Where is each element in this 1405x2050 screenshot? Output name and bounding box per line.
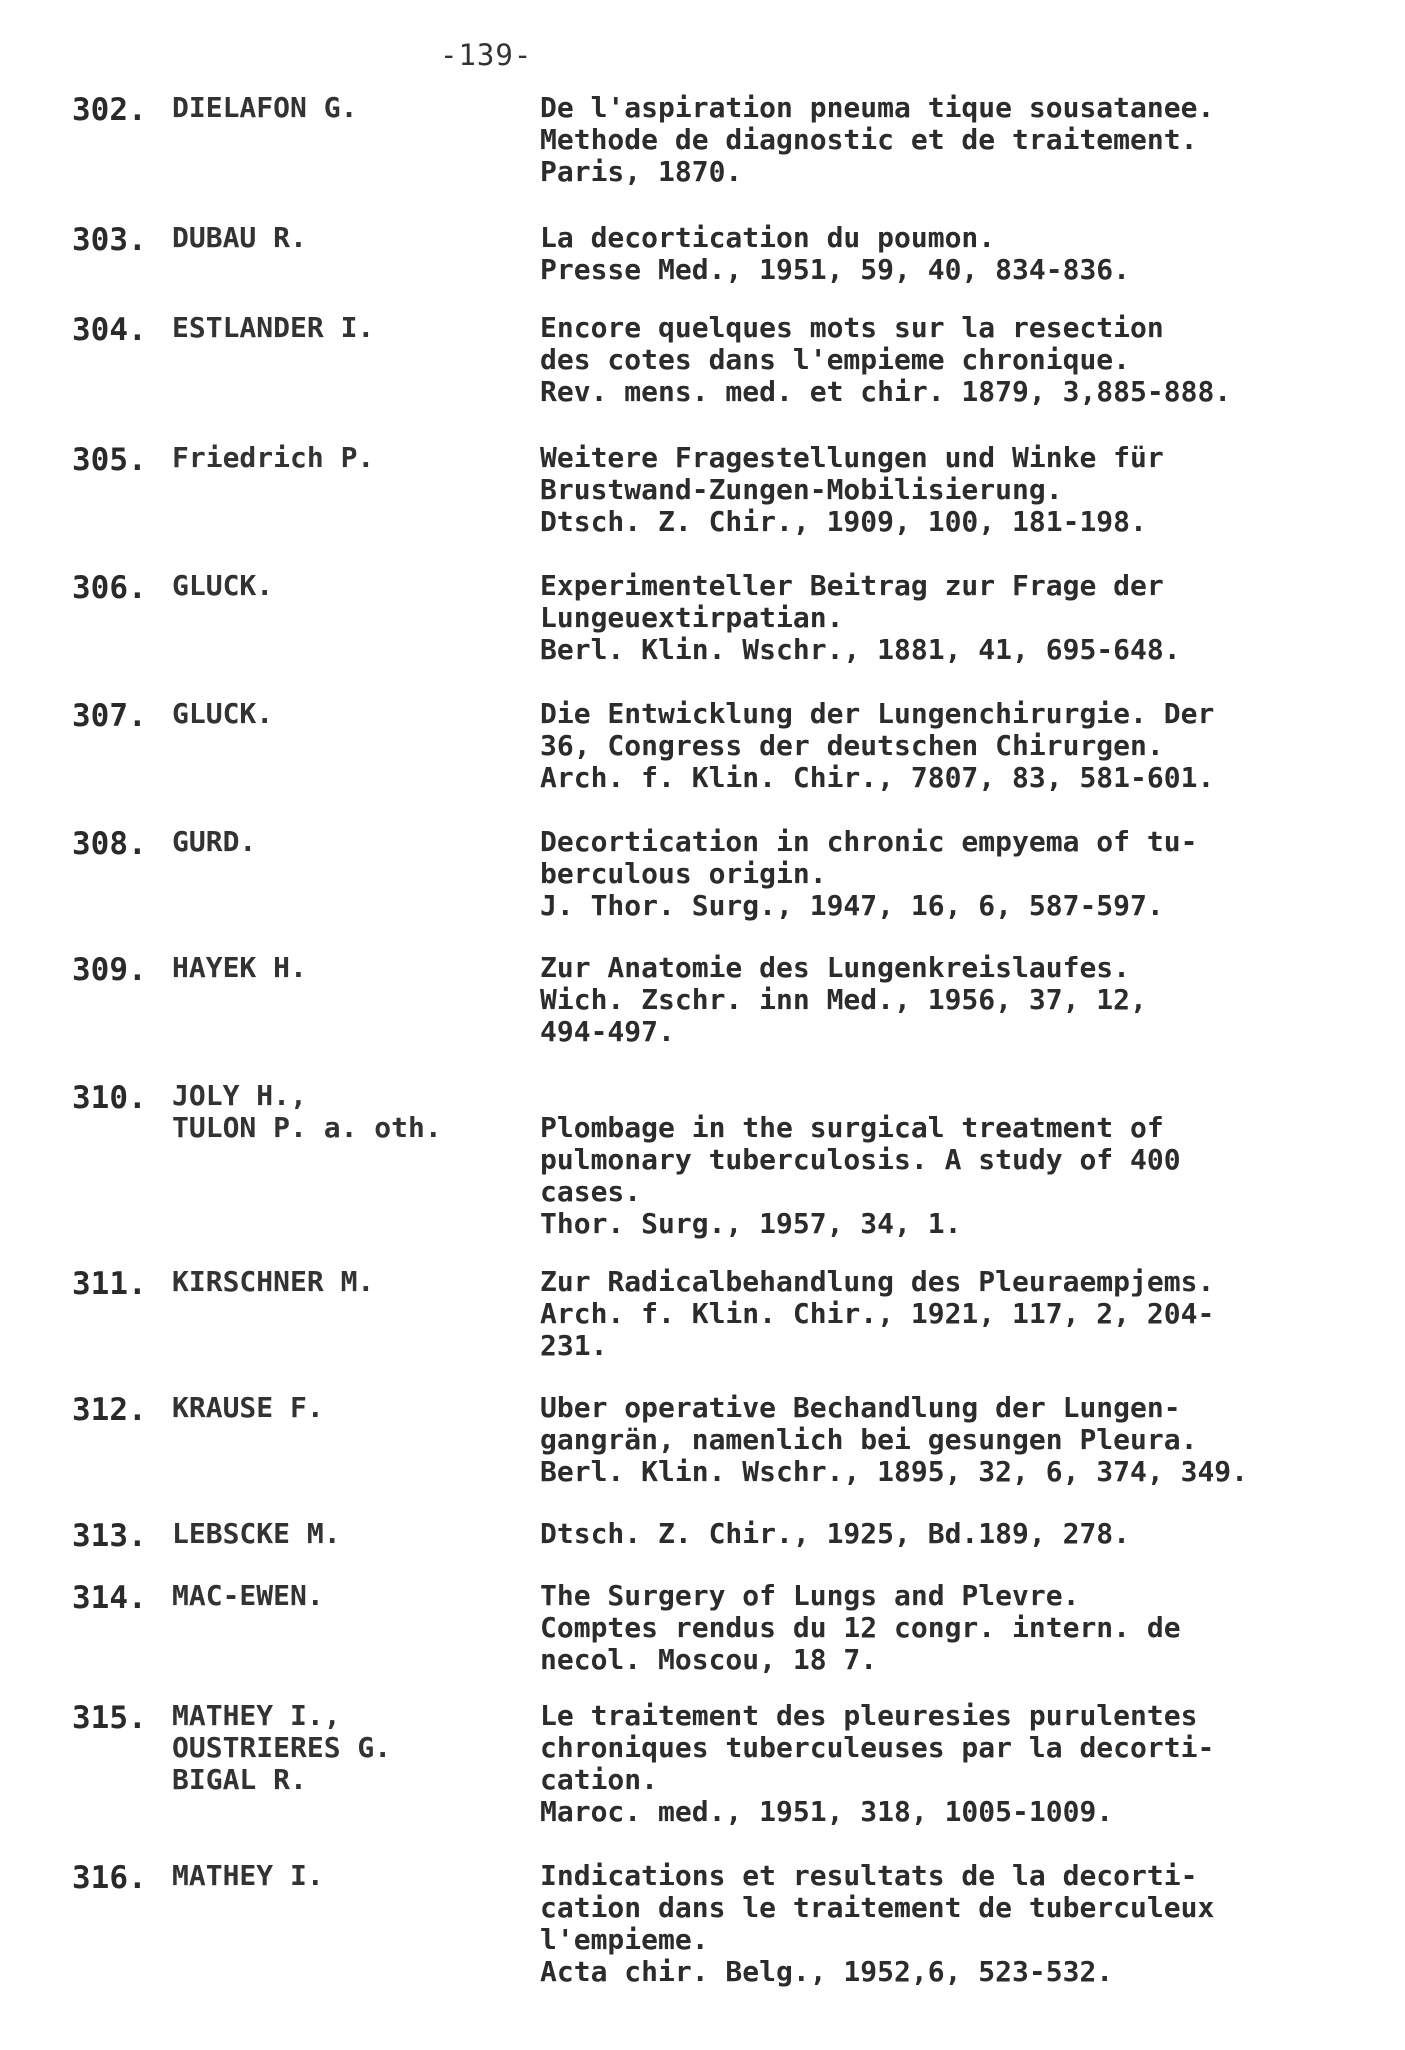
reference-number: 313. — [72, 1518, 147, 1554]
citation-line: necol. Moscou, 18 7. — [540, 1643, 878, 1676]
citation-line: cation. — [540, 1763, 659, 1796]
reference-number: 314. — [72, 1580, 147, 1616]
reference-citation — [540, 1860, 1360, 1988]
citation-line: Indications et resultats de la decorti- — [540, 1859, 1198, 1892]
citation-line: chroniques tuberculeuses par la decorti- — [540, 1731, 1215, 1764]
citation-line: Berl. Klin. Wschr., 1895, 32, 6, 374, 349. — [540, 1455, 1249, 1488]
reference-number: 303. — [72, 222, 147, 258]
citation-line: Wich. Zschr. inn Med., 1956, 37, 12, — [540, 983, 1147, 1016]
author-line: OUSTRIERES G. — [172, 1731, 392, 1764]
reference-citation — [540, 1112, 1360, 1240]
citation-line: Thor. Surg., 1957, 34, 1. — [540, 1207, 962, 1240]
reference-authors — [172, 92, 357, 124]
author-line: JOLY H., — [172, 1079, 307, 1112]
citation-line: Dtsch. Z. Chir., 1925, Bd.189, 278. — [540, 1517, 1131, 1550]
citation-line: Dtsch. Z. Chir., 1909, 100, 181-198. — [540, 505, 1147, 538]
citation-line: Brustwand-Zungen-Mobilisierung. — [540, 473, 1063, 506]
reference-number: 311. — [72, 1266, 147, 1302]
reference-citation — [540, 952, 1360, 1048]
reference-authors — [172, 952, 307, 984]
author-line: HAYEK H. — [172, 951, 307, 984]
reference-citation — [540, 570, 1360, 666]
citation-line: The Surgery of Lungs and Plevre. — [540, 1579, 1080, 1612]
reference-citation — [540, 826, 1360, 922]
citation-line: J. Thor. Surg., 1947, 16, 6, 587-597. — [540, 889, 1164, 922]
author-line: ESTLANDER I. — [172, 311, 375, 344]
citation-line: berculous origin. — [540, 857, 827, 890]
reference-authors — [172, 1080, 442, 1144]
citation-line: Arch. f. Klin. Chir., 1921, 117, 2, 204- — [540, 1297, 1215, 1330]
reference-citation — [540, 222, 1360, 286]
citation-line: Experimenteller Beitrag zur Frage der — [540, 569, 1164, 602]
reference-authors — [172, 1518, 341, 1550]
reference-number: 307. — [72, 698, 147, 734]
reference-number: 316. — [72, 1860, 147, 1896]
citation-line: Plombage in the surgical treatment of — [540, 1111, 1164, 1144]
reference-authors — [172, 222, 307, 254]
author-line: MATHEY I. — [172, 1859, 324, 1892]
reference-authors — [172, 312, 374, 344]
reference-authors — [172, 1266, 374, 1298]
citation-line: Decortication in chronic empyema of tu- — [540, 825, 1198, 858]
author-line: TULON P. a. oth. — [172, 1111, 442, 1144]
reference-citation — [540, 1580, 1360, 1676]
reference-number: 308. — [72, 826, 147, 862]
citation-line: cases. — [540, 1175, 642, 1208]
reference-citation — [540, 1700, 1360, 1828]
reference-citation — [540, 1518, 1360, 1550]
citation-line: Le traitement des pleuresies purulentes — [540, 1699, 1198, 1732]
author-line: KIRSCHNER M. — [172, 1265, 375, 1298]
reference-citation — [540, 1266, 1360, 1362]
author-line: MATHEY I., — [172, 1699, 341, 1732]
reference-citation — [540, 1392, 1360, 1488]
author-line: DUBAU R. — [172, 221, 307, 254]
citation-line: Encore quelques mots sur la resection — [540, 311, 1164, 344]
citation-line: Berl. Klin. Wschr., 1881, 41, 695-648. — [540, 633, 1181, 666]
reference-citation — [540, 92, 1360, 188]
reference-number: 306. — [72, 570, 147, 606]
author-line: KRAUSE F. — [172, 1391, 324, 1424]
citation-line: 494-497. — [540, 1015, 675, 1048]
citation-line: Acta chir. Belg., 1952,6, 523-532. — [540, 1955, 1114, 1988]
citation-line: Methode de diagnostic et de traitement. — [540, 123, 1198, 156]
citation-line: des cotes dans l'empieme chronique. — [540, 343, 1131, 376]
citation-line: cation dans le traitement de tuberculeux — [540, 1891, 1215, 1924]
reference-authors — [172, 570, 273, 602]
reference-citation — [540, 698, 1360, 794]
citation-line: Rev. mens. med. et chir. 1879, 3,885-888. — [540, 375, 1232, 408]
citation-line: Paris, 1870. — [540, 155, 743, 188]
author-line: Friedrich P. — [172, 441, 375, 474]
citation-line: Zur Radicalbehandlung des Pleuraempjems. — [540, 1265, 1215, 1298]
citation-line: Weitere Fragestellungen und Winke für — [540, 441, 1164, 474]
reference-authors — [172, 826, 256, 858]
reference-number: 302. — [72, 92, 147, 128]
reference-authors — [172, 698, 273, 730]
citation-line: Uber operative Bechandlung der Lungen- — [540, 1391, 1181, 1424]
citation-line: Maroc. med., 1951, 318, 1005-1009. — [540, 1795, 1114, 1828]
citation-line: La decortication du poumon. — [540, 221, 996, 254]
citation-line: De l'aspiration pneuma tique sousatanee. — [540, 91, 1215, 124]
citation-line: 231. — [540, 1329, 608, 1362]
citation-line: Comptes rendus du 12 congr. intern. de — [540, 1611, 1181, 1644]
citation-line: l'empieme. — [540, 1923, 709, 1956]
citation-line: pulmonary tuberculosis. A study of 400 — [540, 1143, 1181, 1176]
author-line: LEBSCKE M. — [172, 1517, 341, 1550]
reference-number: 312. — [72, 1392, 147, 1428]
author-line: GURD. — [172, 825, 257, 858]
citation-line: Lungeuextirpatian. — [540, 601, 844, 634]
author-line: DIELAFON G. — [172, 91, 358, 124]
citation-line: Presse Med., 1951, 59, 40, 834-836. — [540, 253, 1131, 286]
reference-number: 310. — [72, 1080, 147, 1116]
reference-citation — [540, 312, 1360, 408]
citation-line: Zur Anatomie des Lungenkreislaufes. — [540, 951, 1131, 984]
reference-number: 305. — [72, 442, 147, 478]
author-line: GLUCK. — [172, 697, 274, 730]
author-line: MAC-EWEN. — [172, 1579, 324, 1612]
reference-authors — [172, 1392, 324, 1424]
author-line: GLUCK. — [172, 569, 274, 602]
reference-authors — [172, 1580, 324, 1612]
reference-authors — [172, 1860, 324, 1892]
reference-citation — [540, 442, 1360, 538]
author-line: BIGAL R. — [172, 1763, 307, 1796]
citation-line: Die Entwicklung der Lungenchirurgie. Der — [540, 697, 1215, 730]
reference-authors — [172, 442, 374, 474]
citation-line: 36, Congress der deutschen Chirurgen. — [540, 729, 1164, 762]
citation-line: gangrän, namenlich bei gesungen Pleura. — [540, 1423, 1198, 1456]
reference-number: 315. — [72, 1700, 147, 1736]
reference-number: 309. — [72, 952, 147, 988]
citation-line: Arch. f. Klin. Chir., 7807, 83, 581-601. — [540, 761, 1215, 794]
page-number: -139- — [440, 38, 533, 72]
reference-authors — [172, 1700, 391, 1796]
reference-number: 304. — [72, 312, 147, 348]
